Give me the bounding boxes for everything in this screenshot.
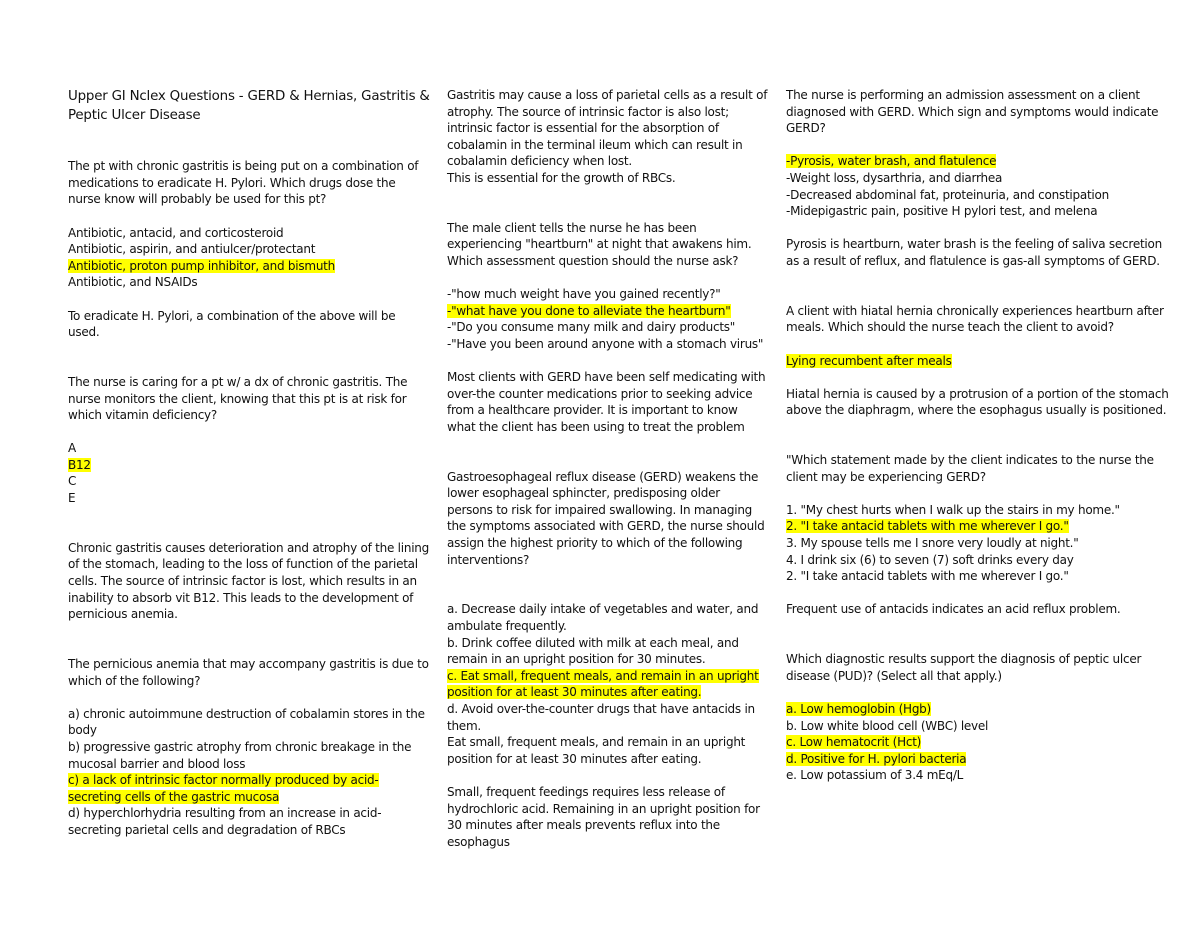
line-text: 1. "My chest hurts when I walk up the stairs in my home." (786, 502, 1120, 517)
text-line (447, 386, 757, 403)
text-line (447, 419, 757, 436)
line-text: Most clients with GERD have been self medicating with (447, 370, 766, 385)
line-text: position for at least 30 minutes after eating. (447, 751, 702, 766)
text-line (447, 137, 757, 154)
document-title-line (68, 106, 418, 125)
line-text: hydrochloric acid. Remaining in an upright position for (447, 801, 760, 816)
text-line (786, 319, 1156, 336)
highlighted-answer: a. Low hemoglobin (Hgb) (786, 701, 931, 716)
line-text: Small, frequent feedings requires less release of (447, 784, 725, 799)
text-line (68, 606, 418, 623)
spacer (786, 485, 1156, 502)
line-text: Gastritis may cause a loss of parietal cells as a result of (447, 88, 768, 102)
spacer (447, 568, 757, 585)
text-line (447, 684, 757, 701)
line-text: Gastroesophageal reflux disease (GERD) weakens the (447, 469, 759, 484)
text-line (786, 502, 1156, 519)
line-text: To eradicate H. Pylori, a combination of the above will be (68, 308, 396, 323)
line-text: ambulate frequently. (447, 619, 567, 633)
text-line (68, 789, 418, 806)
text-line (447, 286, 757, 303)
line-text: 3. My spouse tells me I snore very loudly at night." (786, 536, 1079, 551)
line-text: GERD? (786, 121, 826, 136)
line-text: The nurse is caring for a pt w/ a dx of chronic gastritis. The (68, 374, 408, 389)
line-text: client may be experiencing GERD? (786, 469, 986, 484)
text-line (447, 303, 757, 320)
line-text: b) progressive gastric atrophy from chronic breakage in the (68, 739, 412, 754)
line-text: 30 minutes after meals prevents reflux into the (447, 818, 720, 833)
text-line (68, 175, 418, 192)
highlighted-answer: Antibiotic, proton pump inhibitor, and bismuth (68, 258, 335, 273)
text-line (447, 817, 757, 834)
line-text: The pernicious anemia that may accompany gastritis is due to (68, 657, 429, 671)
spacer (68, 523, 418, 540)
line-text: which vitamin deficiency? (68, 408, 218, 423)
line-text: b. Drink coffee diluted with milk at each meal, and (447, 635, 739, 650)
line-text: of the stomach, leading to the loss of function of the parietal (68, 557, 418, 572)
text-line (786, 402, 1167, 419)
text-line (786, 718, 1156, 735)
line-text: Which diagnostic results support the diagnosis of peptic ulcer (786, 652, 1142, 667)
spacer (786, 435, 1156, 452)
highlighted-answer: -"what have you done to alleviate the heartburn" (447, 303, 731, 318)
text-line (68, 241, 418, 258)
line-text: -Weight loss, dysarthria, and diarrhea (786, 170, 1003, 185)
text-line (786, 767, 1156, 784)
line-text: secreting parietal cells and degradation of RBCs (68, 822, 346, 837)
line-text: assign the highest priority to which of the following (447, 536, 743, 551)
text-line (447, 236, 757, 253)
text-line (68, 822, 418, 839)
line-text: diagnosed with GERD. Which sign and symptoms would indicate (786, 104, 1159, 119)
spacer (786, 286, 1156, 303)
line-text: -"Have you been around anyone with a stomach virus" (447, 336, 764, 351)
text-line (447, 502, 757, 519)
text-line (786, 518, 1156, 535)
text-line (447, 104, 757, 121)
line-text: -Midepigastric pain, positive H pylori test, and melena (786, 204, 1098, 219)
line-text: intrinsic factor is essential for the absorption of (447, 121, 719, 136)
line-text: C (68, 474, 77, 489)
text-line (786, 353, 1156, 370)
highlighted-answer: c. Low hematocrit (Hct) (786, 735, 922, 750)
spacer (786, 137, 1156, 154)
text-line (786, 535, 1156, 552)
text-line (68, 440, 418, 457)
spacer (68, 623, 418, 640)
line-text: the symptoms associated with GERD, the nurse should (447, 519, 765, 534)
line-text: as a result of reflux, and flatulence is gas-all symptoms of GERD. (786, 253, 1160, 268)
spacer (447, 353, 757, 370)
text-line (447, 668, 757, 685)
spacer (447, 270, 757, 287)
text-line (786, 253, 1160, 270)
text-line (68, 407, 418, 424)
line-text: cobalamin in the terminal ileum which can result in (447, 137, 743, 152)
text-line (68, 556, 418, 573)
line-text: 2. "I take antacid tablets with me wherever I go." (786, 569, 1069, 584)
text-line (447, 651, 757, 668)
spacer (786, 618, 1156, 635)
line-text: inability to absorb vit B12. This leads to the development of (68, 590, 414, 605)
text-line (786, 170, 1156, 187)
text-line (68, 722, 418, 739)
text-line (68, 706, 425, 723)
spacer (68, 142, 418, 159)
text-line (447, 170, 757, 187)
column-right (786, 87, 1169, 784)
text-line (68, 274, 418, 291)
text-line (447, 469, 757, 486)
text-line (447, 784, 757, 801)
line-text: persons to risk for impaired swallowing. In managing (447, 502, 753, 517)
line-text: disease (PUD)? (Select all that apply.) (786, 668, 1002, 683)
line-text: d. Avoid over-the-counter drugs that have antacids in (447, 701, 755, 716)
text-line (786, 651, 1156, 668)
line-text: cobalamin deficiency when lost. (447, 154, 632, 169)
line-text: them. (447, 718, 481, 733)
text-line (447, 120, 757, 137)
text-line (786, 452, 1156, 469)
text-line (447, 402, 757, 419)
text-line (786, 386, 1169, 403)
line-text: Antibiotic, and NSAIDs (68, 275, 198, 290)
text-line (68, 391, 418, 408)
text-line (447, 535, 757, 552)
highlighted-answer: position for at least 30 minutes after eating. (447, 685, 702, 700)
text-line (447, 336, 764, 353)
spacer (447, 187, 757, 204)
text-line (447, 601, 757, 618)
line-text: e. Low potassium of 3.4 mEq/L (786, 768, 964, 783)
spacer (786, 419, 1156, 436)
spacer (68, 639, 418, 656)
text-line (68, 772, 418, 789)
text-line (447, 552, 757, 569)
line-text: atrophy. The source of intrinsic factor is also lost; (447, 104, 729, 119)
line-text: a. Decrease daily intake of vegetables and water, and (447, 602, 759, 617)
text-line (68, 573, 418, 590)
spacer (68, 507, 418, 524)
text-line (447, 153, 757, 170)
text-line (447, 253, 757, 270)
text-line (447, 220, 757, 237)
text-line (786, 751, 1156, 768)
line-text: over-the counter medications prior to seeking advice (447, 386, 753, 401)
text-line (68, 540, 430, 557)
spacer (68, 208, 418, 225)
document-title-line (68, 87, 430, 106)
text-line (447, 635, 757, 652)
spacer (447, 435, 757, 452)
line-text: b. Low white blood cell (WBC) level (786, 718, 989, 733)
text-line (68, 590, 418, 607)
line-text: from a healthcare provider. It is important to know (447, 403, 738, 418)
line-text: Frequent use of antacids indicates an acid reflux problem. (786, 602, 1121, 617)
spacer (786, 336, 1156, 353)
text-line (447, 834, 757, 851)
highlighted-answer: Lying recumbent after meals (786, 353, 952, 368)
text-line (68, 457, 418, 474)
text-line (68, 656, 429, 673)
line-text: Upper GI Nclex Questions - GERD & Hernias, Gastritis & (68, 89, 430, 104)
highlighted-answer: 2. "I take antacid tablets with me wherever I go." (786, 519, 1069, 534)
text-line (786, 87, 1156, 104)
highlighted-answer: B12 (68, 457, 91, 472)
spacer (68, 125, 418, 142)
column-left (68, 87, 430, 839)
line-text: Peptic Ulcer Disease (68, 108, 201, 123)
line-text: esophagus (447, 834, 510, 849)
line-text: d) hyperchlorhydria resulting from an increase in acid- (68, 806, 382, 821)
line-text: nurse know will probably be used for this pt? (68, 192, 327, 207)
spacer (447, 452, 757, 469)
spacer (447, 585, 757, 602)
highlighted-answer: d. Positive for H. pylori bacteria (786, 751, 967, 766)
spacer (786, 220, 1156, 237)
line-text: Antibiotic, antacid, and corticosteroid (68, 225, 284, 240)
text-line (447, 701, 757, 718)
spacer (68, 341, 418, 358)
spacer (68, 291, 418, 308)
text-line (786, 552, 1156, 569)
text-line (786, 104, 1159, 121)
text-line (68, 191, 418, 208)
text-line (68, 473, 418, 490)
spacer (68, 689, 418, 706)
text-line (786, 153, 1156, 170)
line-text: Hiatal hernia is caused by a protrusion of a portion of the stomach (786, 386, 1169, 401)
line-text: A (68, 441, 76, 456)
line-text: above the diaphragm, where the esophagus usually is positioned. (786, 403, 1167, 418)
text-line (68, 324, 418, 341)
text-line (68, 739, 418, 756)
line-text: cells. The source of intrinsic factor is lost, which results in an (68, 574, 417, 589)
text-line (68, 490, 418, 507)
highlighted-answer: secreting cells of the gastric mucosa (68, 789, 280, 804)
spacer (786, 635, 1156, 652)
line-text: This is essential for the growth of RBCs. (447, 170, 676, 185)
text-line (68, 158, 418, 175)
text-line (447, 319, 757, 336)
text-line (786, 187, 1156, 204)
line-text: meals. Which should the nurse teach the client to avoid? (786, 320, 1114, 335)
text-line (68, 258, 418, 275)
text-line (786, 734, 1156, 751)
text-line (68, 225, 418, 242)
text-line (786, 701, 1156, 718)
line-text: 4. I drink six (6) to seven (7) soft drinks every day (786, 552, 1074, 567)
text-line (447, 618, 757, 635)
text-line (68, 374, 418, 391)
line-text: -"Do you consume many milk and dairy products" (447, 320, 736, 335)
text-line (447, 734, 757, 751)
text-line (68, 756, 418, 773)
line-text: -"how much weight have you gained recently?" (447, 287, 721, 302)
spacer (786, 585, 1156, 602)
text-line (786, 601, 1156, 618)
text-line (447, 518, 765, 535)
text-line (786, 303, 1164, 320)
highlighted-answer: -Pyrosis, water brash, and flatulence (786, 154, 997, 169)
line-text: The pt with chronic gastritis is being put on a combination of (68, 159, 419, 174)
text-line (447, 751, 757, 768)
text-line (786, 120, 1156, 137)
spacer (447, 767, 757, 784)
line-text: experiencing "heartburn" at night that awakens him. (447, 237, 752, 252)
spacer (68, 357, 418, 374)
line-text: used. (68, 325, 100, 340)
highlighted-answer: c. Eat small, frequent meals, and remain in an upright (447, 668, 759, 683)
line-text: The nurse is performing an admission assessment on a client (786, 88, 1140, 102)
column-middle (447, 87, 768, 850)
line-text: mucosal barrier and blood loss (68, 756, 246, 771)
line-text: Eat small, frequent meals, and remain in an upright (447, 735, 746, 750)
line-text: E (68, 491, 76, 506)
spacer (68, 424, 418, 441)
text-line (68, 805, 418, 822)
line-text: Chronic gastritis causes deterioration and atrophy of the lining (68, 540, 430, 555)
highlighted-answer: c) a lack of intrinsic factor normally produced by acid- (68, 773, 379, 788)
line-text: which of the following? (68, 673, 201, 688)
line-text: "Which statement made by the client indicates to the nurse the (786, 453, 1154, 468)
spacer (786, 684, 1156, 701)
line-text: -Decreased abdominal fat, proteinuria, and constipation (786, 187, 1109, 202)
line-text: Which assessment question should the nurse ask? (447, 253, 739, 268)
text-line (786, 568, 1156, 585)
text-line (786, 236, 1162, 253)
line-text: A client with hiatal hernia chronically experiences heartburn after (786, 303, 1164, 318)
line-text: remain in an upright position for 30 minutes. (447, 652, 706, 667)
line-text: Pyrosis is heartburn, water brash is the feeling of saliva secretion (786, 237, 1162, 252)
line-text: body (68, 723, 97, 738)
text-line (68, 673, 418, 690)
text-line (786, 469, 1156, 486)
line-text: lower esophageal sphincter, predisposing older (447, 486, 720, 501)
text-line (447, 801, 760, 818)
line-text: medications to eradicate H. Pylori. Which drugs dose the (68, 175, 396, 190)
line-text: pernicious anemia. (68, 607, 178, 622)
text-line (786, 203, 1156, 220)
text-line (447, 369, 766, 386)
text-line (447, 87, 768, 104)
spacer (447, 203, 757, 220)
text-line (447, 718, 757, 735)
spacer (786, 270, 1156, 287)
line-text: what the client has been using to treat the problem (447, 419, 745, 434)
line-text: a) chronic autoimmune destruction of cobalamin stores in the (68, 706, 425, 721)
line-text: The male client tells the nurse he has been (447, 220, 697, 235)
line-text: nurse monitors the client, knowing that this pt is at risk for (68, 391, 407, 406)
text-line (786, 668, 1156, 685)
line-text: interventions? (447, 552, 530, 567)
text-line (447, 485, 757, 502)
spacer (786, 369, 1156, 386)
text-line (68, 308, 418, 325)
line-text: Antibiotic, aspirin, and antiulcer/protectant (68, 242, 316, 257)
